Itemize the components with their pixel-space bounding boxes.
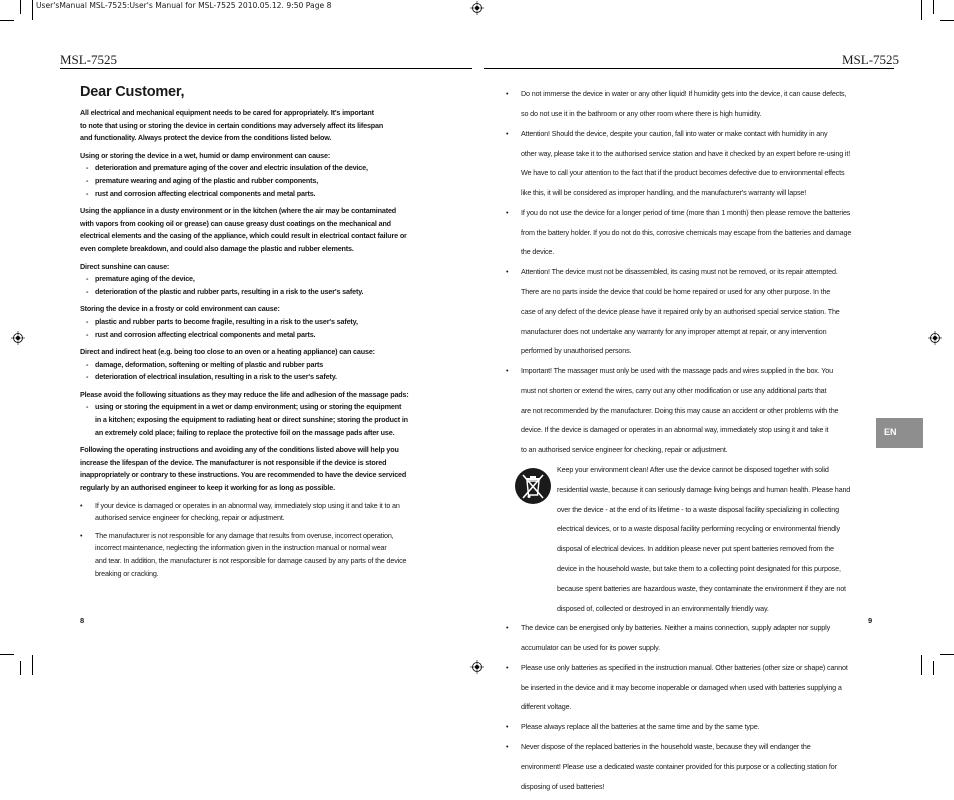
bullet-item (501, 721, 873, 734)
page-number-left: 8 (80, 616, 85, 625)
weee-line: Keep your environment clean! After use the device cannot be disposed together with solid (557, 465, 829, 475)
page-number-right: 9 (868, 616, 873, 625)
crop-mark (921, 655, 922, 675)
bullet-item (80, 530, 460, 580)
dash-item-continued: in a kitchen; exposing the equipment to radiating heat or direct sunshine; storing the product in (95, 415, 408, 425)
bullet-line: If you do not use the device for a longer period of time (more than 1 month) then please remove the batteries (521, 207, 851, 217)
language-tab-en: EN (876, 418, 923, 448)
bullet-icon: • (506, 267, 509, 277)
weee-line: electrical devices, or to a waste disposal facility performing recycling or environmental friendly (557, 524, 840, 534)
bullet-icon: • (506, 89, 509, 99)
dash-item: - plastic and rubber parts to become fragile, resulting in a risk to the user's safety, (80, 316, 460, 329)
dash-item-continued: an extremely cold place; failing to replace the protective foil on the massage pads after use. (95, 427, 395, 437)
paragraph-line: Using the appliance in a dusty environment or in the kitchen (where the air may be contaminated (80, 206, 397, 216)
intro-line: to note that using or storing the device in certain conditions may adversely affect its lifespan (80, 120, 384, 130)
bullet-line: There are no parts inside the device that could be home repaired or used for any other purpose. In the (521, 287, 831, 296)
bullet-icon: • (506, 366, 509, 376)
bullet-item (501, 662, 873, 714)
section-heading: Using or storing the device in a wet, humid or damp environment can cause: (80, 150, 331, 160)
paragraph-line: increase the lifespan of the device. The manufacturer is not responsible if the device is stored (80, 457, 387, 467)
paragraph-line: with vapors from cooking oil or grease) can cause greasy dust coatings on the mechanical and (80, 218, 391, 228)
bullet-line: different voltage. (521, 702, 572, 712)
bullet-line: from the battery holder. If you do not do this, corrosive chemicals may escape from the batteries and damage (521, 227, 852, 237)
bullet-line: are not recommended by the manufacturer. Doing this may cause an accident or other problems with the (521, 405, 839, 415)
weee-notice (501, 464, 873, 615)
left-column (80, 107, 460, 580)
dash-item: - damage, deformation, softening or melting of plastic and rubber parts (80, 359, 460, 372)
bullet-icon: • (506, 741, 509, 751)
intro-line: and functionality. Always protect the device from the conditions listed below. (80, 133, 332, 143)
crop-mark (0, 654, 14, 655)
section-heading: Direct sunshine can cause: (80, 261, 170, 271)
bullet-line: The manufacturer is not responsible for any damage that results from overuse, incorrect operation, (95, 530, 394, 540)
bullet-icon: • (80, 530, 83, 540)
bullet-icon: • (506, 128, 509, 138)
bullet-line: authorised service engineer for checking, repair or adjustment. (95, 513, 285, 523)
weee-line: residential waste, because it can seriously damage living beings and human health. Please hand (557, 484, 851, 494)
bullet-line: disposing of used batteries! (521, 781, 605, 791)
crop-mark (32, 0, 33, 20)
bullet-icon: • (506, 662, 509, 672)
crop-mark (933, 0, 934, 14)
paragraph-line: inappropriately or contrary to these instructions. You are recommended to have the device serviced (80, 470, 407, 480)
bullet-item (80, 500, 460, 525)
crop-mark (933, 661, 934, 675)
bullet-line: case of any defect of the device please have it repaired only by an authorised special service station. The (521, 306, 840, 316)
bullet-line: Please always replace all the batteries at the same time and by the same type. (521, 722, 760, 732)
bullet-line: accumulator can be used for its power supply. (521, 643, 660, 653)
bullet-line: manufacturer does not undertake any warranty for any improper attempt at repair, or any intervention (521, 326, 827, 336)
dash-item: - rust and corrosion affecting electrical components and metal parts. (80, 329, 460, 342)
bullet-item (501, 622, 873, 654)
weee-line: disposal of electrical devices. In addition please never put spent batteries removed from the (557, 544, 834, 554)
dash-item: - premature aging of the device, (80, 273, 460, 286)
bullet-line: If your device is damaged or operates in an abnormal way, immediately stop using it and take it to an (95, 500, 400, 510)
dash-item: - deterioration and premature aging of the cover and electric insulation of the device, (80, 162, 460, 175)
dash-item: - premature wearing and aging of the plastic and rubber components, (80, 175, 460, 188)
bullet-icon: • (80, 500, 83, 510)
weee-line: because spent batteries are hazardous waste, they contaminate the environment if they are not (557, 583, 846, 593)
crop-mark (921, 0, 922, 20)
bullet-line: Please use only batteries as specified in the instruction manual. Other batteries (other size or shape) cannot (521, 662, 848, 672)
bullet-line: must not shorten or extend the wires, carry out any other modification or use any additional parts that (521, 385, 827, 395)
bullet-line: Important! The massager must only be used with the massage pads and wires supplied in the box. You (521, 366, 833, 376)
dash-item: - rust and corrosion affecting electrical components and metal parts. (80, 188, 460, 201)
bullet-icon: • (506, 722, 509, 732)
intro-line: All electrical and mechanical equipment needs to be cared for appropriately. It's important (80, 108, 374, 117)
bullet-line: to an authorised service engineer for checking, repair or adjustment. (521, 445, 728, 455)
weee-line: disposed of, collected or destroyed in an environmentally friendly way. (557, 603, 769, 613)
bullet-icon: • (506, 207, 509, 217)
weee-line: device in the household waste, but take them to a collecting point designated for this purpose, (557, 563, 841, 573)
bullet-line: so do not use it in the bathroom or any other room where there is high humidity. (521, 108, 762, 118)
crop-mark (940, 654, 954, 655)
bullet-item (501, 207, 873, 259)
section-heading: Direct and indirect heat (e.g. being too close to an oven or a heating appliance) can cause: (80, 347, 375, 357)
dash-item: - deterioration of the plastic and rubber parts, resulting in a risk to the user's safety. (80, 286, 460, 299)
bullet-line: the device. (521, 247, 555, 257)
crop-mark (940, 20, 954, 21)
crop-mark (20, 661, 21, 675)
crop-mark (32, 655, 33, 675)
header-rule-right (484, 68, 894, 69)
bullet-item (501, 365, 873, 457)
page-title: Dear Customer, (80, 84, 185, 100)
bullet-line: The device can be energised only by batteries. Neither a mains connection, supply adapter nor supply (521, 623, 831, 633)
registration-mark-icon (11, 331, 25, 345)
bullet-line: be inserted in the device and it may become inoperable or damaged when used with batteries supplying a (521, 682, 842, 692)
bullet-item (501, 741, 873, 793)
paragraph-line: Following the operating instructions and avoiding any of the conditions listed above will help you (80, 445, 399, 455)
bullet-line: We have to call your attention to the fact that if the product becomes defective due to environmental effects (521, 168, 845, 178)
section-heading: Storing the device in a frosty or cold environment can cause: (80, 304, 280, 314)
model-label-left: MSL-7525 (60, 52, 118, 67)
dash-item: - using or storing the equipment in a wet or damp environment; using or storing the equipment (80, 401, 460, 414)
crossed-out-wheelie-bin-icon (515, 468, 551, 504)
bullet-line: and tear. In addition, the manufacturer is not responsible for damage caused by any parts of the device (95, 556, 407, 565)
paragraph-line: electrical elements and the casing of the appliance, which could result in electrical contact failure or (80, 231, 407, 241)
bullet-line: breaking or cracking. (95, 568, 159, 578)
right-column (501, 81, 873, 800)
dash-item: - deterioration of electrical insulation, resulting in a risk to the user's safety. (80, 371, 460, 384)
bullet-line: incorrect maintenance, neglecting the information given in the instruction manual or normal wear (95, 543, 387, 553)
bullet-line: performed by unauthorised persons. (521, 346, 632, 356)
bullet-line: environment! Please use a dedicated waste container provided for this purpose or a collecting station for (521, 761, 837, 771)
bullet-line: like this, it will be considered as improper handling, and the manufacturer's warranty will lapse! (521, 188, 807, 198)
bullet-item (501, 88, 873, 120)
section-heading: Please avoid the following situations as they may reduce the life and adhesion of the massage pads: (80, 389, 409, 399)
bullet-icon: • (506, 623, 509, 633)
registration-mark-icon (470, 660, 484, 674)
bullet-item (501, 128, 873, 200)
bullet-line: device. If the device is damaged or operates in an abnormal way, immediately stop using it and take it (521, 425, 829, 435)
header-rule-left (60, 68, 472, 69)
registration-mark-icon (928, 331, 942, 345)
registration-mark-icon (470, 1, 484, 15)
bullet-item (501, 266, 873, 358)
bullet-line: Do not immerse the device in water or any other liquid! If humidity gets into the device, it can cause defects, (521, 89, 847, 99)
print-slug: User'sManual MSL-7525:User's Manual for MSL-7525 2010.05.12. 9:50 Page 8 (36, 1, 332, 10)
bullet-line: Attention! The device must not be disassembled, its casing must not be removed, or its repair attempted. (521, 267, 838, 277)
paragraph-line: regularly by an authorised engineer to keep it working for as long as possible. (80, 483, 335, 493)
model-label-right: MSL-7525 (842, 52, 900, 67)
crop-mark (20, 0, 21, 14)
bullet-line: Attention! Should the device, despite your caution, fall into water or make contact with humidity in any (521, 128, 828, 138)
weee-line: over the device - at the end of its lifetime - to a waste disposal facility specializing in collecting (557, 504, 839, 514)
bullet-line: other way, please take it to the authorised service station and have it checked by an expert before re-using it! (521, 148, 851, 158)
crop-mark (0, 20, 14, 21)
paragraph-line: even complete breakdown, and could also damage the plastic and rubber elements. (80, 243, 354, 253)
bullet-line: Never dispose of the replaced batteries in the household waste, because they will endanger the (521, 741, 811, 751)
